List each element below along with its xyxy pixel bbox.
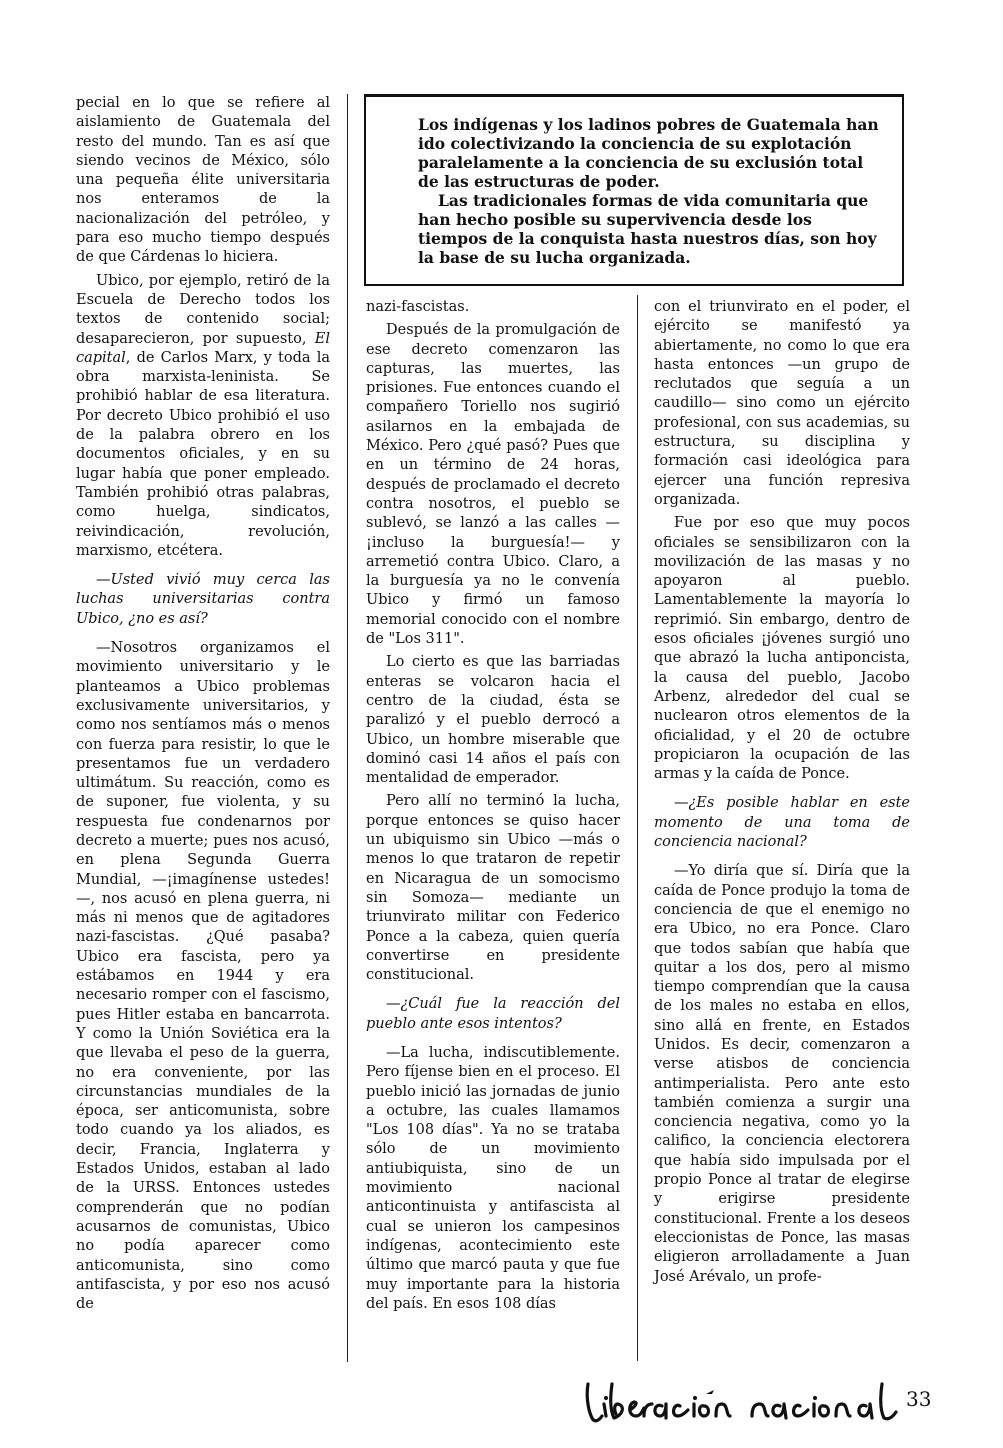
column-2 [366, 298, 620, 1318]
paragraph: Después de la promulgación de ese decreto comenzaron las capturas, las muertes, las prisiones. Fue entonces cuando el compañero Toriello nos sugirió asilarnos en la embajada de México. Pero ¿qué pasó? Pues que en un término de 24 horas, después de proclamado el decreto contra nosotros, el pueblo se sublevó, se lanzó a las calles — ¡incluso la burguesía!— y arremetió contra Ubico. Claro, a la burguesía ya no le convenía Ubico y firmó un famoso memorial conocido con el nombre de "Los 311". [366, 322, 620, 648]
paragraph: —Nosotros organizamos el movimiento universitario y le planteamos a Ubico problemas exclusivamente universitarios, y como nos sentíamos más o menos con fuerza para resistir, lo que le presentamos fue un verdadero ultimátum. Su reacción, como es de suponer, fue violenta, y su respuesta fue condenarnos por decreto a muerte; pues nos acusó, en plena Segunda Guerra Mundial, —¡imagínense ustedes!—, nos acusó en plena guerra, ni más ni menos que de agitadores nazi-fascistas. ¿Qué pasaba? Ubico era fascista, pero ya estábamos en 1944 y era necesario romper con el fascismo, pues Hitler estaba en bancarrota. Y como la Unión Soviética era la que llevaba el peso de la guerra, no era conveniente, por las circunstancias mundiales de la época, ser anticomunista, sobre todo cuando ya los aliados, es decir, Francia, Inglaterra y Estados Unidos, estaban al lado de la URSS. Entonces ustedes comprenderán que no podían acusarnos de comunistas, Ubico no podía aparecer como anticomunista, sino como antifascista, y por eso nos acusó de [76, 640, 330, 1313]
column-1 [76, 94, 330, 1318]
interview-question: —¿Es posible hablar en este momento de una toma de conciencia nacional? [654, 795, 910, 851]
text-run: Ubico, por ejemplo, retiró de la Escuela de Derecho todos los textos de contenido social; desaparecieron, por supuesto, [76, 272, 330, 347]
paragraph: Fue por eso que muy pocos oficiales se sensibilizaron con la movilización de las masas y no apoyaron al pueblo. Lamentablemente la mayoría lo reprimió. Sin embargo, dentro de esos oficiales ¡jóvenes surgió uno que abrazó la lucha antiponcista, la causa del pueblo, Jacobo Arbenz, alrededor del cual se nuclearon otros elementos de la oficialidad, y el 20 de octubre propiciaron la ocupación de las armas y la caída de Ponce. [654, 515, 910, 783]
page-number: 33 [906, 1387, 932, 1411]
column-divider-right [637, 295, 638, 1361]
paragraph: Pero allí no terminó la lucha, porque entonces se quiso hacer un ubiquismo sin Ubico —más o menos lo que trataron de repetir en Nicaragua de un somocismo sin Somoza— mediante un triunvirato militar con Federico Ponce a la cabeza, quien quería convertirse en presidente constitucional. [366, 793, 620, 984]
column-3 [654, 298, 910, 1291]
column-divider-left [347, 94, 348, 1362]
magazine-logo [582, 1376, 902, 1430]
paragraph: —La lucha, indiscutiblemente. Pero fíjense bien en el proceso. El pueblo inició las jornadas de junio a octubre, las cuales llamamos "Los 108 días". Ya no se trataba sólo de un movimiento antiubiquista, sino de un movimiento nacional anticontinuista y antifascista al cual se unieron los campesinos indígenas, acontecimiento este último que marcó pauta y que fue muy importante para la historia del país. En esos 108 días [366, 1044, 620, 1312]
interview-question: —¿Cuál fue la reacción del pueblo ante esos intentos? [366, 996, 620, 1032]
paragraph: pecial en lo que se refiere al aislamiento de Guatemala del resto del mundo. Tan es así que siendo vecinos de México, sólo una pequeña élite universitaria nos enteramos de la nacionalización del petróleo, y para eso mucho tiempo después de que Cárdenas lo hiciera. [76, 95, 330, 266]
paragraph: Lo cierto es que las barriadas enteras se volcaron hacia el centro de la ciudad, ésta se paralizó y el pueblo derrocó a Ubico, un hombre miserable que dominó casi 14 años el país con mentalidad de emperador. [366, 654, 620, 787]
pullquote-paragraph-1: Los indígenas y los ladinos pobres de Guatemala han ido colectivizando la conciencia de su explotación paralelamente a la conciencia de su exclusión total de las estructuras de poder. [418, 115, 879, 191]
paragraph: con el triunvirato en el poder, el ejército se manifestó ya abiertamente, no como lo que era hasta entonces —un grupo de reclutados que seguía a un caudillo— sino como un ejército profesional, con sus academias, su estructura, su disciplina y formación casi ideológica para ejercer una función represiva organizada. [654, 299, 910, 508]
paragraph [76, 272, 330, 561]
text-run: , de Carlos Marx, y toda la obra marxista-leninista. Se prohibió hablar de esa literatura. Por decreto Ubico prohibió el uso de la palabra obrero en los documentos oficiales, y en su lugar había que poner empleado. También prohibió otras palabras, como huelga, sindicatos, reivindicación, revolución, marxismo, etcétera. [76, 349, 330, 559]
book-title: El capital [76, 330, 330, 366]
pullquote-box [364, 94, 904, 286]
pullquote-paragraph-2: Las tradicionales formas de vida comunitaria que han hecho posible su supervivencia desde los tiempos de la conquista hasta nuestros días, son hoy la base de su lucha organizada. [418, 191, 877, 267]
paragraph: nazi-fascistas. [366, 299, 470, 315]
interview-question: —Usted vivió muy cerca las luchas universitarias contra Ubico, ¿no es así? [76, 572, 330, 627]
paragraph: —Yo diría que sí. Diría que la caída de Ponce produjo la toma de conciencia de que el enemigo no era Ubico, no era Ponce. Claro que todos sabían que había que quitar a los dos, pero al mismo tiempo comprendían que la causa de los males no estaba en ellos, sino allá en frente, en Estados Unidos. Es decir, comenzaron a verse atisbos de conciencia antimperialista. Pero ante esto también comienza a surgir una conciencia negativa, como yo la califico, la conciencia electorera que había sido impulsada por el propio Ponce al tratar de elegirse y erigirse presidente constitucional. Frente a los deseos eleccionistas de Ponce, las masas eligieron arrolladamente a Juan José Arévalo, un profe- [654, 863, 910, 1285]
